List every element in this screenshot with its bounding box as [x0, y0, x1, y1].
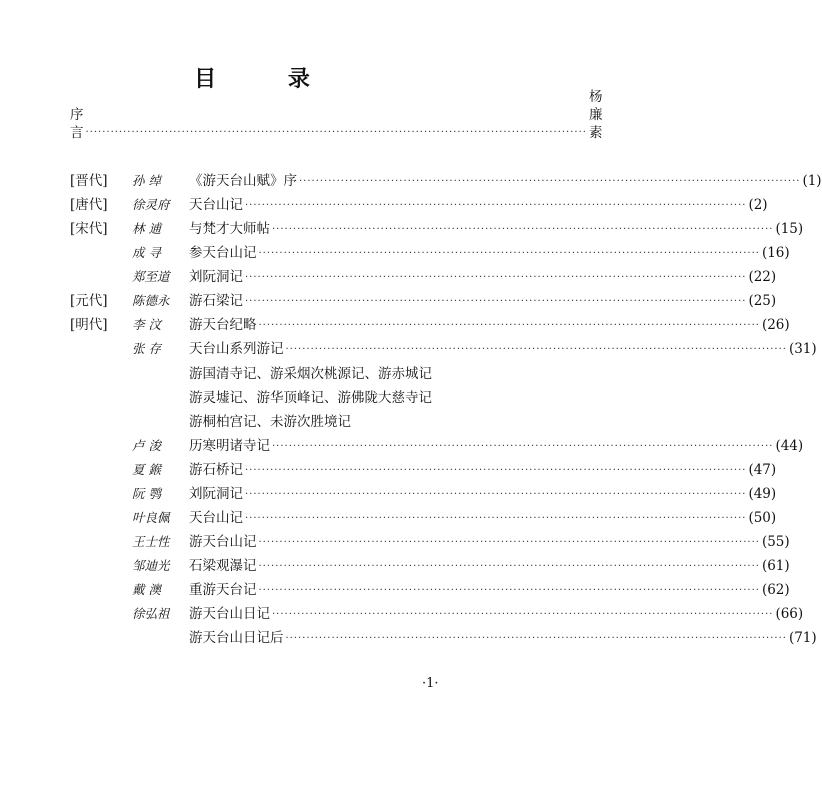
author-name: 郑至道 — [132, 269, 170, 284]
entry-title: 重游天台记 — [189, 582, 257, 598]
toc-entry — [189, 243, 790, 263]
dot-leader: ························································································································ — [258, 537, 760, 548]
author-name: 林 逋 — [132, 221, 161, 236]
dot-leader: ························································································································ — [245, 200, 747, 211]
toc-row — [70, 580, 790, 600]
sub-entry-line: 游桐柏宫记、未游次胜境记 — [189, 414, 351, 430]
entry-title: 《游天台山赋》序 — [189, 173, 297, 189]
entry-title: 天台山记 — [189, 197, 243, 213]
toc-row — [70, 556, 790, 576]
dot-leader: ························································································································ — [272, 224, 774, 235]
toc-entry — [189, 628, 817, 648]
toc-entry — [189, 315, 790, 335]
entry-title: 天台山记 — [189, 510, 243, 526]
dot-leader: ························································································································ — [285, 633, 787, 644]
preface-author: 杨廉素 — [588, 89, 603, 141]
author-name: 陈德永 — [132, 293, 170, 308]
entry-page: (22) — [748, 269, 777, 285]
toc-entry — [189, 267, 777, 287]
dot-leader: ························································································································ — [245, 489, 747, 500]
dot-leader: ························································································································ — [258, 561, 760, 572]
entry-title: 历寒明诸寺记 — [189, 438, 270, 454]
dynasty-label: [明代] — [70, 317, 108, 333]
entry-page: (71) — [788, 630, 817, 646]
entry-page: (50) — [748, 510, 777, 526]
toc-row — [70, 219, 804, 239]
sub-entry-line: 游国清寺记、游采烟次桃源记、游赤城记 — [189, 366, 432, 382]
entry-title: 天台山系列游记 — [189, 341, 284, 357]
entry-page: (47) — [748, 462, 777, 478]
sub-entry-line: 游灵墟记、游华顶峰记、游佛陇大慈寺记 — [189, 390, 432, 406]
toc-entry — [189, 532, 790, 552]
dynasty-label: [元代] — [70, 293, 108, 309]
dot-leader: ························································································································ — [245, 513, 747, 524]
dot-leader: ························································································································ — [299, 176, 801, 187]
author-name: 叶良佩 — [132, 510, 170, 525]
entry-title: 游石桥记 — [189, 462, 243, 478]
toc-entry — [189, 556, 790, 576]
toc-row — [70, 171, 822, 191]
toc-row — [70, 484, 777, 504]
author-name: 邹迪光 — [132, 558, 170, 573]
entry-page: (44) — [775, 438, 804, 454]
author-name: 张 存 — [132, 341, 161, 356]
dynasty-label: [宋代] — [70, 221, 108, 237]
dot-leader: ························································································································ — [245, 296, 747, 307]
toc-entry — [189, 436, 804, 456]
entry-title: 游天台山日记后 — [189, 630, 284, 646]
toc-entry — [189, 460, 777, 480]
toc-row — [70, 628, 817, 648]
toc-row — [70, 243, 790, 263]
toc-entry — [189, 219, 804, 239]
page-title: 目 录 — [194, 66, 342, 92]
entry-title: 游天台山日记 — [189, 606, 270, 622]
dot-leader: ························································································································ — [258, 248, 760, 259]
entry-title: 刘阮洞记 — [189, 269, 243, 285]
page-number: ·1· — [422, 676, 439, 691]
toc-row — [70, 460, 777, 480]
toc-row — [70, 267, 777, 287]
entry-page: (31) — [788, 341, 817, 357]
toc-row — [70, 315, 790, 335]
entry-title: 游天台纪略 — [189, 317, 257, 333]
dot-leader: ························································································································ — [285, 344, 787, 355]
dot-leader: ························································································································ — [245, 272, 747, 283]
entry-page: (16) — [761, 245, 790, 261]
toc-entry — [189, 580, 790, 600]
entry-page: (1) — [802, 173, 822, 189]
entry-title: 参天台山记 — [189, 245, 257, 261]
entry-page: (49) — [748, 486, 777, 502]
entry-page: (66) — [775, 606, 804, 622]
author-name: 成 寻 — [132, 245, 161, 260]
dot-leader: ························································································································ — [258, 320, 760, 331]
toc-row — [70, 339, 817, 359]
toc-entry — [189, 339, 817, 359]
toc-row — [70, 436, 804, 456]
toc-entry — [189, 508, 777, 528]
dot-leader: ························································································································ — [258, 585, 760, 596]
toc-entry — [189, 291, 777, 311]
toc-entry — [189, 195, 768, 215]
author-name: 卢 浚 — [132, 438, 161, 453]
entry-page: (25) — [748, 293, 777, 309]
preface-entry — [70, 89, 603, 142]
entry-page: (2) — [748, 197, 768, 213]
author-name: 阮 鹗 — [132, 486, 161, 501]
dynasty-label: [晋代] — [70, 173, 108, 189]
toc-row — [70, 291, 777, 311]
toc-entry — [189, 604, 804, 624]
entry-title: 游石梁记 — [189, 293, 243, 309]
toc-row — [70, 195, 768, 215]
dynasty-label: [唐代] — [70, 197, 108, 213]
entry-page: (61) — [761, 558, 790, 574]
toc-row — [70, 604, 804, 624]
author-name: 孙 绰 — [132, 173, 161, 188]
entry-title: 石梁观瀑记 — [189, 558, 257, 574]
toc-entry — [189, 171, 822, 191]
dot-leader: ························································································································ — [272, 609, 774, 620]
toc-row — [70, 532, 790, 552]
author-name: 李 汶 — [132, 317, 161, 332]
entry-page: (15) — [775, 221, 804, 237]
entry-page: (62) — [761, 582, 790, 598]
toc-row — [70, 508, 777, 528]
dot-leader: ························································································································ — [85, 127, 587, 138]
entry-page: (26) — [761, 317, 790, 333]
toc-entry — [189, 484, 777, 504]
dot-leader: ························································································································ — [272, 441, 774, 452]
author-name: 徐灵府 — [132, 197, 170, 212]
entry-page: (55) — [761, 534, 790, 550]
entry-title: 刘阮洞记 — [189, 486, 243, 502]
author-name: 徐弘祖 — [132, 606, 170, 621]
preface-title: 序言 — [70, 107, 84, 141]
author-name: 王士性 — [132, 534, 170, 549]
author-name: 夏 鍭 — [132, 462, 161, 477]
entry-title: 游天台山记 — [189, 534, 257, 550]
entry-title: 与梵才大师帖 — [189, 221, 270, 237]
dot-leader: ························································································································ — [245, 465, 747, 476]
author-name: 戴 澳 — [132, 582, 161, 597]
